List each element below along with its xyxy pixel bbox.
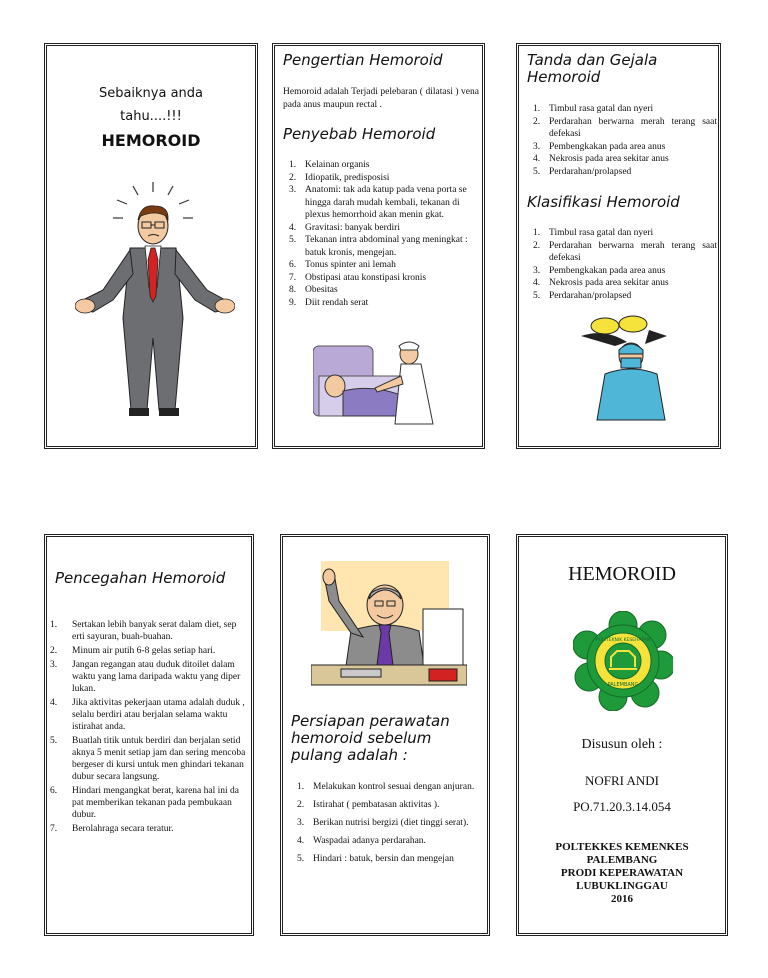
list-item: 8. Obesitas [289,285,338,295]
poltekkes-logo [573,611,673,711]
discharge-list [291,781,485,866]
intro-text: Sebaiknya anda [98,86,204,101]
prevention-heading: Pencegahan Hemoroid [55,569,226,587]
logo-text-bottom: PALEMBANG [607,682,639,688]
confused-man-illustration [75,178,235,418]
list-item: 5. Buatlah titik untuk berdiri dan berjalan setid aknya 5 menit setiap jam dan sering mencoba bergeser di kursi untuk men ghindari tekanan dubur secara langsung. [50,736,246,782]
list-item: 4. Jika aktivitas pekerjaan utama adalah duduk , selalu berdiri atau berjalan selama waktu istirahat anda. [50,698,245,732]
discharge-heading: Persiapan perawatan hemoroid sebelum pulang adalah : [291,712,450,764]
list-item: 6. Tonus spinter ani lemah [289,260,396,270]
institution-block [519,841,725,906]
list-item: 5. Perdarahan/prolapsed [533,290,632,301]
list-item: 4. Nekrosis pada area sekitar anus [533,278,669,288]
list-item: 2. Idiopatik, predisposisi [289,172,390,183]
list-item: 5. Hindari : batuk, bersin dan mengejan [297,854,454,864]
list-item: 2. Minum air putih 6-8 gelas setiap hari. [50,646,216,656]
logo-text-top: POLITEKNIK KESEHATAN [595,638,651,643]
list-item: 1. Kelainan organis [289,160,370,170]
list-item: 1. Sertakan lebih banyak serat dalam diet, sep erti sayuran, buah-buahan. [50,620,237,642]
list-item: 3. Jangan regangan atau duduk ditoilet dalam waktu yang lama daripada waktu yang diper lukan. [50,660,241,694]
discharge-panel [280,534,490,936]
causes-heading: Penyebab Hemoroid [283,125,436,143]
list-item: 3. Pembengkakan pada area anus [533,265,666,276]
nurse-patient-illustration [313,336,449,426]
cover-title: HEMOROID [101,131,201,150]
classification-list [527,227,717,302]
causes-list [283,159,479,309]
definition-text: Hemoroid adalah Terjadi pelebaran ( dilatasi ) vena pada anus maupun rectal . [283,87,479,110]
cover-panel [44,43,258,449]
symptoms-heading: Tanda dan Gejala Hemoroid [527,51,658,86]
list-item: 9. Diit rendah serat [289,297,369,308]
businessman-desk-illustration [311,561,467,695]
list-item: 6. Hindari mengangkat berat, karena hal ini da pat memberikan tekanan pada pembukaan dubur. [50,786,239,820]
list-item: 5. Tekanan intra abdominal yang meningkat : batuk kronis, mengejan. [289,235,468,258]
list-item: 7. Obstipasi atau konstipasi kronis [289,272,427,283]
list-item: 2. Istirahat ( pembatasan aktivitas ). [297,800,440,810]
list-item: 4. Waspadai adanya perdarahan. [297,836,426,846]
intro-text-2: tahu....!!! [120,109,182,124]
symptoms-panel [516,43,721,449]
institution-line-2: PALEMBANG [586,854,658,866]
back-title: HEMOROID [568,563,676,585]
list-item: 7. Berolahraga secara teratur. [50,824,174,834]
list-item: 1. Timbul rasa gatal dan nyeri [533,104,654,114]
institution-line-3: PRODI KEPERAWATAN [560,867,684,879]
prevention-list [50,619,248,835]
definition-heading: Pengertian Hemoroid [283,51,443,69]
author-name: NOFRI ANDI [584,773,660,788]
prevention-panel [44,534,254,936]
list-item: 2. Perdarahan berwarna merah terang saat defekasi [533,116,717,139]
back-cover-panel [516,534,728,936]
classification-heading: Klasifikasi Hemoroid [527,193,680,211]
student-id: PO.71.20.3.14.054 [573,799,671,814]
list-item: 4. Gravitasi: banyak berdiri [289,222,400,233]
symptoms-list [527,103,717,178]
definition-panel [272,43,485,449]
list-item: 3. Berikan nutrisi bergizi (diet tinggi serat). [297,818,469,828]
publication-year: 2016 [611,893,633,905]
list-item: 3. Pembengkakan pada area anus [533,141,666,152]
institution-line-1: POLTEKKES KEMENKES [555,841,689,853]
surgeon-illustration [575,314,671,422]
prepared-by: Disusun oleh : [581,737,663,752]
list-item: 2. Perdarahan berwarna merah terang saat defekasi [533,240,717,263]
list-item: 1. Melakukan kontrol sesuai dengan anjuran. [297,782,475,792]
list-item: 3. Anatomi: tak ada katup pada vena porta se hingga darah mudah kembali, tekanan di plexus hemorrhoid akan menin gkat. [289,185,467,220]
list-item: 4. Nekrosis pada area sekitar anus [533,154,669,164]
list-item: 5. Perdarahan/prolapsed [533,166,632,177]
list-item: 1. Timbul rasa gatal dan nyeri [533,228,654,238]
institution-line-4: LUBUKLINGGAU [576,880,668,892]
